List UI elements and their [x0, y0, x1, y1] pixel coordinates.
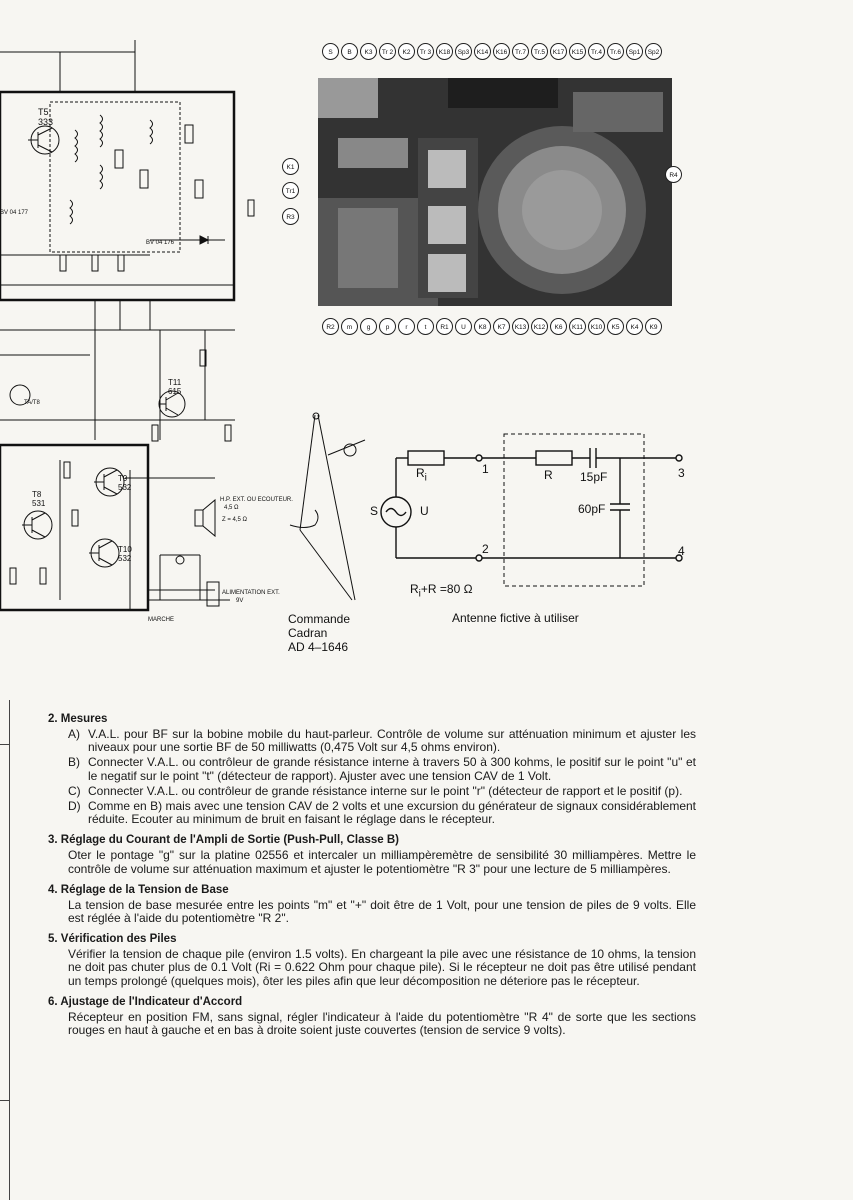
source-s-label: S	[370, 504, 379, 518]
callout-label: K7	[493, 318, 510, 335]
section-title: 3. Réglage du Courant de l'Ampli de Sortie (Push-Pull, Classe B)	[48, 834, 399, 847]
margin-rule	[9, 700, 10, 1200]
callout-label: R4	[665, 166, 682, 183]
callout-label: Tr.6	[607, 43, 624, 60]
antenna-caption: Antenne fictive à utiliser	[452, 611, 579, 625]
callout-label: Tr.7	[512, 43, 529, 60]
step-b	[68, 756, 696, 782]
dummy-antenna-circuit	[358, 428, 698, 603]
callout-label: K18	[436, 43, 453, 60]
callout-label: K14	[474, 43, 491, 60]
callout-label: K3	[360, 43, 377, 60]
dial-caption-line2: Cadran	[288, 626, 328, 640]
bv1-label: BV 04 177	[0, 210, 29, 216]
section-body: Oter le pontage "g" sur la platine 02556 et intercaler un milliampèremètre de sensibilité 30 milliampères. Mettre le contrôle de volume sur atténuation maximum et ajuster le potentiomètre "R 3" pour une lecture de 5 milliampères.	[68, 848, 696, 876]
c2-label: 60pF	[578, 502, 606, 516]
step-letter: B)	[68, 755, 80, 770]
t8-ref: T8	[32, 490, 42, 499]
t11-ref: T11	[168, 378, 182, 387]
callout-label: K1	[282, 158, 299, 175]
t10-type: 532	[118, 554, 132, 563]
circuit-schematic	[0, 0, 300, 640]
t9-type: 532	[118, 483, 132, 492]
callout-label: K17	[550, 43, 567, 60]
formula-label	[410, 582, 473, 599]
t5-type: 333	[38, 117, 54, 127]
step-text: Comme en B) mais avec une tension CAV de 2 volts et une excursion du générateur de signaux considérablement réduite. Ecouter au minimum de bruit en faisant le réglage dans le récepteur.	[88, 799, 696, 827]
ri-symbol: R	[416, 466, 425, 480]
callout-label: B	[341, 43, 358, 60]
node-3-label: 3	[678, 466, 685, 480]
ta-label: TA/T8	[24, 400, 40, 406]
t5-label	[38, 107, 53, 127]
impedance-label: Z = 4,5 Ω	[222, 517, 247, 523]
callout-label: p	[379, 318, 396, 335]
callout-label: K15	[569, 43, 586, 60]
callout-label: K12	[531, 318, 548, 335]
dial-cord-drawing	[280, 410, 370, 610]
section-tuning-indicator	[48, 995, 696, 1037]
callout-label: Tr 2	[379, 43, 396, 60]
t5-ref: T5	[38, 107, 49, 117]
t8-type: 531	[32, 499, 46, 508]
callout-label: K9	[645, 318, 662, 335]
section-output-current	[48, 833, 696, 875]
t8-label	[32, 490, 45, 508]
section-title: 4. Réglage de la Tension de Base	[48, 883, 229, 896]
ri-subscript: i	[424, 472, 427, 484]
callout-label: K6	[550, 318, 567, 335]
marche-label: MARCHE	[148, 617, 175, 623]
step-a	[68, 728, 696, 754]
callout-label: K11	[569, 318, 586, 335]
callout-label: S	[322, 43, 339, 60]
power-voltage-label: 9V	[236, 598, 244, 604]
r-label: R	[544, 468, 553, 482]
t11-type: 615	[168, 387, 182, 396]
callout-label: K2	[398, 43, 415, 60]
step-letter: A)	[68, 727, 80, 741]
t9-label	[118, 474, 131, 492]
margin-tick	[0, 744, 9, 745]
step-c	[68, 785, 696, 798]
t10-label	[118, 545, 132, 563]
callout-label: K5	[607, 318, 624, 335]
dial-caption-line1: Commande	[288, 612, 351, 626]
antenna-schematic	[358, 428, 698, 603]
t9-ref: T9	[118, 474, 128, 483]
section-body: Récepteur en position FM, sans signal, régler l'indicateur à l'aide du potentiomètre "R 4" de sorte que les sections rouges en haut à gauche et en bas à droite soient juste couvertes (tension de service 9 volts).	[68, 1009, 696, 1038]
c1-label: 15pF	[580, 470, 608, 484]
section-batteries	[48, 932, 696, 988]
callout-label: R2	[322, 318, 339, 335]
dial-caption-line3: AD 4–1646	[288, 640, 349, 654]
callout-label: R1	[436, 318, 453, 335]
callout-label: Tr.5	[531, 43, 548, 60]
callout-label: K16	[493, 43, 510, 60]
callout-label: R3	[282, 208, 299, 225]
node-1-label: 1	[482, 462, 489, 476]
step-letter: D)	[68, 799, 81, 814]
source-u-label: U	[420, 504, 429, 518]
ri-label	[416, 466, 427, 483]
section-mesures	[48, 712, 696, 826]
callout-label: U	[455, 318, 472, 335]
formula-sub: i	[418, 588, 421, 600]
hp-imp-label: 4,5 Ω	[224, 505, 239, 511]
step-letter: C)	[68, 783, 81, 798]
callout-label: K8	[474, 318, 491, 335]
power-label: ALIMENTATION EXT.	[222, 590, 280, 596]
step-text: V.A.L. pour BF sur la bobine mobile du haut-parleur. Contrôle de volume sur atténuation minimum et ajuster les niveaux pour une sortie BF de 50 milliwatts (0,475 Volt sur 4,5 ohms environ).	[88, 727, 696, 755]
chassis-photo	[318, 78, 672, 306]
callout-label: t	[417, 318, 434, 335]
callout-label: K13	[512, 318, 529, 335]
node-4-label: 4	[678, 544, 685, 558]
formula-rest: +R =80 Ω	[420, 582, 473, 596]
callout-label: Tr 3	[417, 43, 434, 60]
procedure-text	[48, 712, 696, 1044]
callout-label: Tr.4	[588, 43, 605, 60]
step-text: Connecter V.A.L. ou contrôleur de grande résistance interne sur le point "r" (détecteur de rapport et le positif (p).	[88, 783, 683, 798]
section-body: La tension de base mesurée entre les points "m" et "+" doit être de 1 Volt, pour une tension de piles de 9 volts. Elle est réglée à l'aide du potentiomètre "R 2".	[68, 897, 696, 926]
formula-r: R	[410, 582, 419, 596]
callout-label: Sp3	[455, 43, 472, 60]
chassis-photo-drawing	[318, 78, 672, 306]
dial-caption	[288, 612, 350, 654]
step-text: Connecter V.A.L. ou contrôleur de grande résistance interne à travers 50 à 300 kohms, le positif sur le point "u" et le negatif sur le point "t" (détecteur de rapport). Ajuster avec une tension CAV de 1 Volt.	[88, 755, 696, 783]
step-d	[68, 800, 696, 826]
callout-label: r	[398, 318, 415, 335]
section-body: Vérifier la tension de chaque pile (environ 1.5 volts). En chargeant la pile avec une résistance de 10 ohms, la tension ne doit pas chuter plus de 0.1 Volt (Ri = 0.622 Ohm pour chaque pile). Si le récepteur ne doit pas être utilisé pendant un temps prolongé (quelques mois), ôter les piles afin que leur décomposition ne déteriore pas le récepteur.	[68, 947, 696, 988]
bv2-label: BV 04 176	[146, 240, 175, 246]
t10-ref: T10	[118, 545, 132, 554]
callout-label: K4	[626, 318, 643, 335]
callout-label: Sp2	[645, 43, 662, 60]
schematic-drawing	[0, 0, 300, 640]
callout-label: m	[341, 318, 358, 335]
margin-tick	[0, 1100, 9, 1101]
section-title: 2. Mesures	[48, 713, 108, 725]
node-2-label: 2	[482, 542, 489, 556]
callout-label: K10	[588, 318, 605, 335]
callout-label: g	[360, 318, 377, 335]
callout-label: Tr1	[282, 182, 299, 199]
callout-label: Sp1	[626, 43, 643, 60]
section-title: 6. Ajustage de l'Indicateur d'Accord	[48, 995, 243, 1008]
section-base-voltage	[48, 883, 696, 925]
t11-label	[168, 378, 181, 396]
section-title: 5. Vérification des Piles	[48, 933, 177, 946]
hp-label: H.P. EXT. OU ECOUTEUR.	[220, 497, 293, 503]
